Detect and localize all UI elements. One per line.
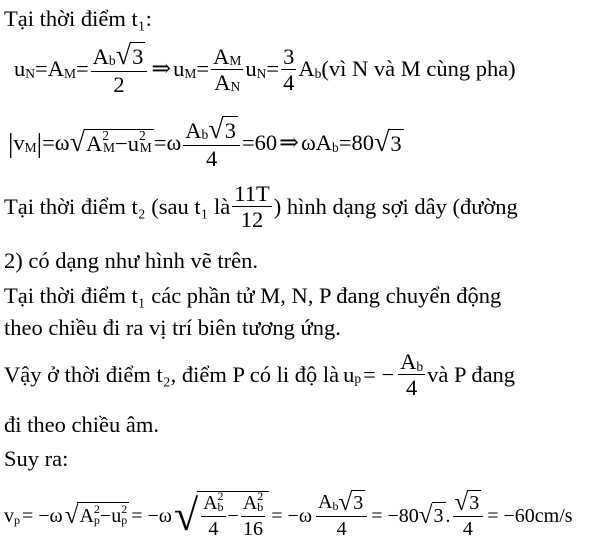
sub: b [201,127,209,143]
fraction-Ab-sqrt3-over-2 [91,42,148,96]
var-v: v [13,130,25,156]
denominator: 4 [406,375,418,400]
sqrt-3: √ 3 [418,502,444,529]
text: Tại thời điểm t₂ (sau t₁ là [4,193,231,219]
var-A: A [400,349,417,374]
sup: 2 [257,488,264,503]
line-P-displacement [4,350,515,399]
eq-minus-omega: = −ω [271,504,313,527]
minus: − [227,505,239,527]
sub: M [24,139,37,155]
line-heading-t1: Tại thời điểm t₁: [4,6,152,31]
var-A: A [86,130,103,156]
text: và P đang [427,361,516,387]
var-A: A [92,43,109,69]
var-A: A [213,43,230,69]
var-A: A [298,56,315,82]
minus: − [115,130,128,156]
fraction-Ab2-over-4 [201,488,225,541]
eq-sign: = [75,56,89,82]
sup: 2 [217,488,224,503]
eq-minus: = − [363,361,395,387]
line-negative-direction: đi theo chiều âm. [4,412,159,437]
sqrt-3: √ 3 [373,127,402,158]
var-A: A [318,491,333,513]
implies-arrow: ⇒ [279,130,299,157]
sub: b [416,358,424,374]
fraction-Ab-sqrt3-over-4 [316,490,367,541]
var-A: A [203,491,218,514]
eq-sign: = [266,56,280,82]
line-t2-shape [4,182,518,231]
value-80: 80 [351,130,374,156]
sqrt-AM2-uM2: √ A 2 M − u 2 M [70,129,154,157]
sub: b [257,499,264,514]
text: Vậy ở thời điểm t₂, điểm P có li độ là [4,361,340,387]
sub: M [184,65,197,81]
sub: M [103,140,116,156]
fraction-sqrt3-over-4 [453,490,484,541]
sub: N [25,65,35,81]
sqrt: √ 3 [454,489,480,516]
fraction-Ab-over-4 [398,350,425,399]
implies-arrow: ⇒ [151,56,172,83]
sub: N [256,65,267,81]
equation-vp [4,490,573,541]
denominator: 4 [336,518,347,540]
sub: M [139,140,152,156]
line-direction: theo chiều đi ra vị trí biên tương ứng. [4,315,341,340]
eq-sign: = [153,130,167,156]
result-value: = −60cm/s [487,504,573,527]
sqrt: √ 3 [115,40,144,71]
denominator: 16 [243,517,264,540]
var-omega: ω [166,130,182,156]
sup: 2 [121,502,128,517]
var-omega: ω [54,130,70,156]
text: ) hình dạng sợi dây (đường [273,193,518,219]
sub: b [332,139,339,155]
eq-sign: = [35,56,48,82]
var-u: u [14,56,26,82]
sqrt: √ 3 [338,489,364,516]
fraction-11T-over-12 [232,182,271,231]
fraction-Ab2-over-16 [241,488,265,541]
sub: N [230,79,241,95]
var-v: v [4,504,14,527]
var-u: u [245,56,257,82]
eq-sign: = [42,130,55,156]
denominator: 4 [208,517,219,540]
eq-sign: = [241,130,255,156]
sub: b [217,499,224,514]
sub: b [314,65,322,81]
denominator: 4 [206,146,218,172]
line-elements-moving: Tại thời điểm t₁ các phần tử M, N, P đang chuyển động [4,283,502,308]
abs-bar: | [8,128,14,159]
fraction-3-over-4 [281,45,296,94]
eq-minus-omega: = −ω [22,504,63,527]
numerator: 3 [283,43,295,69]
var-A: A [185,117,202,143]
sub: p [14,512,20,527]
var-omega-A: ωA [300,130,333,156]
equation-vM [8,116,404,170]
eq-minus-omega: = −ω [131,504,172,527]
fraction-AM-over-AN [211,45,243,94]
eq-sign: = [338,130,352,156]
note-same-phase: (vì N và M cùng pha) [321,56,516,82]
var-u: u [343,361,355,387]
denominator: 12 [240,207,264,232]
sub: M [229,53,242,69]
sup: 2 [102,128,110,144]
sub: M [63,65,76,81]
fraction-Ab-sqrt3-over-4 [183,116,240,170]
equation-uN-uM [14,42,516,96]
var-A: A [242,491,258,514]
var-A: A [79,505,94,527]
var-u: u [127,130,139,156]
dot: . [445,504,451,527]
sub: p [354,371,362,387]
denominator: 2 [113,72,125,98]
var-u: u [111,505,122,527]
var-u: u [173,56,185,82]
sub: b [108,53,116,69]
denominator: 4 [462,518,473,540]
eq-minus-80: = −80 [371,504,419,527]
sub: p [93,513,100,528]
sup: 2 [93,502,100,517]
abs-bar: | [36,128,43,159]
denominator: 4 [283,69,295,95]
line-shape-as-figure: 2) có dạng như hình vẽ trên. [4,248,259,273]
sqrt: √ 3 [208,114,236,145]
sup: 2 [139,128,146,144]
value-60: 60 [254,130,278,156]
numerator: 11T [234,181,270,206]
var-A: A [214,69,231,95]
sub: b [332,499,339,514]
minus: − [99,505,112,527]
sub: p [121,513,128,528]
var-A: A [47,56,64,82]
sqrt-Ap2-up2: √ A 2 p − u 2 p [65,502,129,529]
eq-sign: = [196,56,210,82]
sqrt-Ab2-fractions: √ A 2 b 4 − A 2 b 16 [174,491,269,541]
line-therefore: Suy ra: [4,446,69,471]
